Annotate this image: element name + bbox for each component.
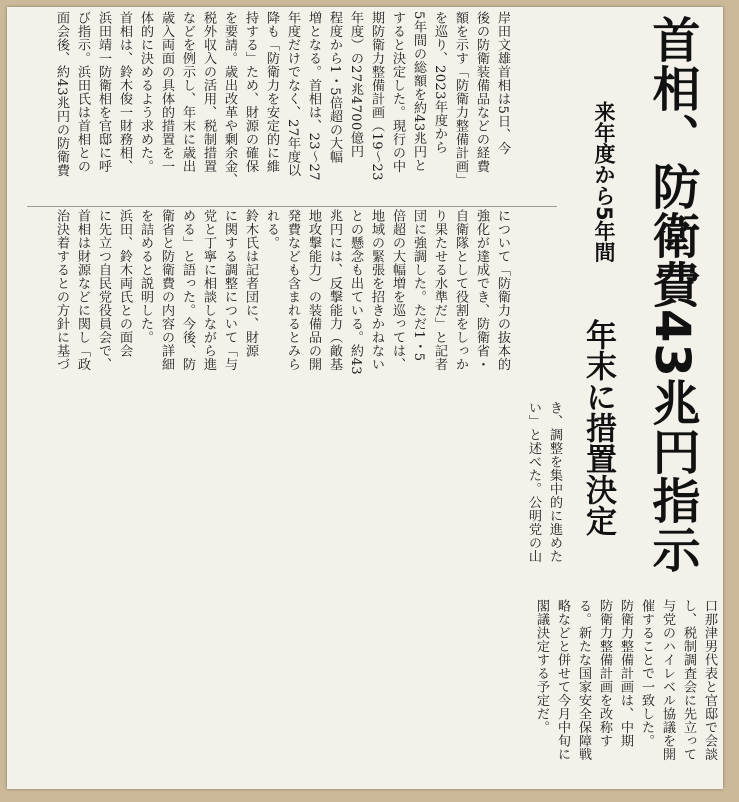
text-line: すると決定した。現行の中	[390, 11, 405, 173]
text-line: り果たせる水準だ」と記者	[432, 209, 447, 371]
article-body-block-1	[45, 11, 513, 203]
text-line: 防衛力整備計画を改称す	[597, 599, 612, 748]
subhead-1: 来年度から5年間	[592, 101, 616, 263]
text-line: 期防衛力整備計画（19〜23	[369, 11, 384, 181]
text-line: 体的に決めるよう求めた。	[138, 11, 153, 173]
subhead-2: 年末に措置決定	[580, 319, 616, 536]
text-line: について「防衛力の抜本的	[495, 209, 510, 371]
text-line: き、調整を集中的に進めた	[547, 401, 562, 563]
text-line: 団に強調した。ただ1・5	[411, 209, 426, 362]
text-line: 年度）の27兆4700億円	[348, 11, 363, 158]
text-line: 閣議決定する予定だ。	[534, 599, 549, 734]
text-line: 降も「防衛力を安定的に維	[264, 11, 279, 173]
text-line: 与党のハイレベル協議を開	[660, 599, 675, 761]
text-line: 持する」ため、財源の確保	[243, 11, 258, 173]
text-line: 首相は、鈴木俊一財務相、	[117, 11, 132, 173]
text-line: 年度だけでなく、27年度以	[285, 11, 300, 177]
text-line: れる。	[264, 209, 279, 250]
text-line: 地域の緊張を招きかねない	[369, 209, 384, 371]
text-line: に関する調整について「与	[222, 209, 237, 371]
article-body-block-3	[515, 401, 565, 593]
text-line: 後の防衛装備品などの経費	[474, 11, 489, 173]
text-line: を詰めると説明した。	[138, 209, 153, 344]
column-divider	[27, 206, 557, 207]
text-line: 催することで一致した。	[639, 599, 654, 748]
text-line: 岸田文雄首相は5日、今	[495, 11, 510, 155]
text-line: 増となる。首相は、23〜27	[306, 11, 321, 181]
text-line: 首相は財源などに関し「政	[75, 209, 90, 371]
text-line: し、税制調査会に先立って	[681, 599, 696, 761]
text-line: 防衛力整備計画は、中期	[618, 599, 633, 748]
text-line: める」と語った。今後、防	[180, 209, 195, 371]
text-line: 略などと併せて今月中旬に	[555, 599, 570, 761]
text-line: 党と丁寧に相談しながら進	[201, 209, 216, 371]
headline: 首相、防衛費43兆円指示	[644, 15, 700, 574]
text-line: 発費なども含まれるとみら	[285, 209, 300, 371]
text-line: 倍超の大幅増を巡っては、	[390, 209, 405, 371]
text-line: 5年間の総額を約43兆円と	[411, 11, 426, 173]
text-line: 衛省と防衛費の内容の詳細	[159, 209, 174, 371]
text-line: を巡り、2023年度から	[432, 11, 447, 154]
text-line: 治決着するとの方針に基づ	[54, 209, 69, 371]
text-line: い」と述べた。公明党の山	[526, 401, 541, 563]
text-line: 自衛隊として役割をしっか	[453, 209, 468, 371]
text-line: る。新たな国家安全保障戦	[576, 599, 591, 761]
text-line: 地攻撃能力）の装備品の開	[306, 209, 321, 371]
article-body-block-2	[45, 209, 513, 401]
text-line: 面会後、約43兆円の防衛費	[54, 11, 69, 177]
text-line: 程度から1・5倍超の大幅	[327, 11, 342, 164]
text-line: 鈴木氏は記者団に、財源	[243, 209, 258, 358]
text-line: に先立つ自民党役員会で、	[96, 209, 111, 371]
text-line: 税外収入の活用、税制措置	[201, 11, 216, 173]
text-line: などを例示し、年末に歳出	[180, 11, 195, 173]
text-line: 歳入両面の具体的措置を一	[159, 11, 174, 173]
newspaper-clipping	[7, 7, 723, 789]
text-line: 強化が達成でき、防衛省・	[474, 209, 489, 371]
text-line: 浜田靖一防衛相を官邸に呼	[96, 11, 111, 173]
text-line: 兆円には、反撃能力（敵基	[327, 209, 342, 371]
text-line: との懸念も出ている。約43	[348, 209, 363, 375]
text-line: 額を示す「防衛力整備計画」	[453, 11, 468, 187]
text-line: を要請。歳出改革や剰余金、	[222, 11, 237, 187]
text-line: 口那津男代表と官邸で会談	[702, 599, 717, 761]
text-line: 浜田、鈴木両氏との面会	[117, 209, 132, 358]
text-line: び指示。浜田氏は首相との	[75, 11, 90, 173]
article-body-block-4	[510, 599, 720, 785]
